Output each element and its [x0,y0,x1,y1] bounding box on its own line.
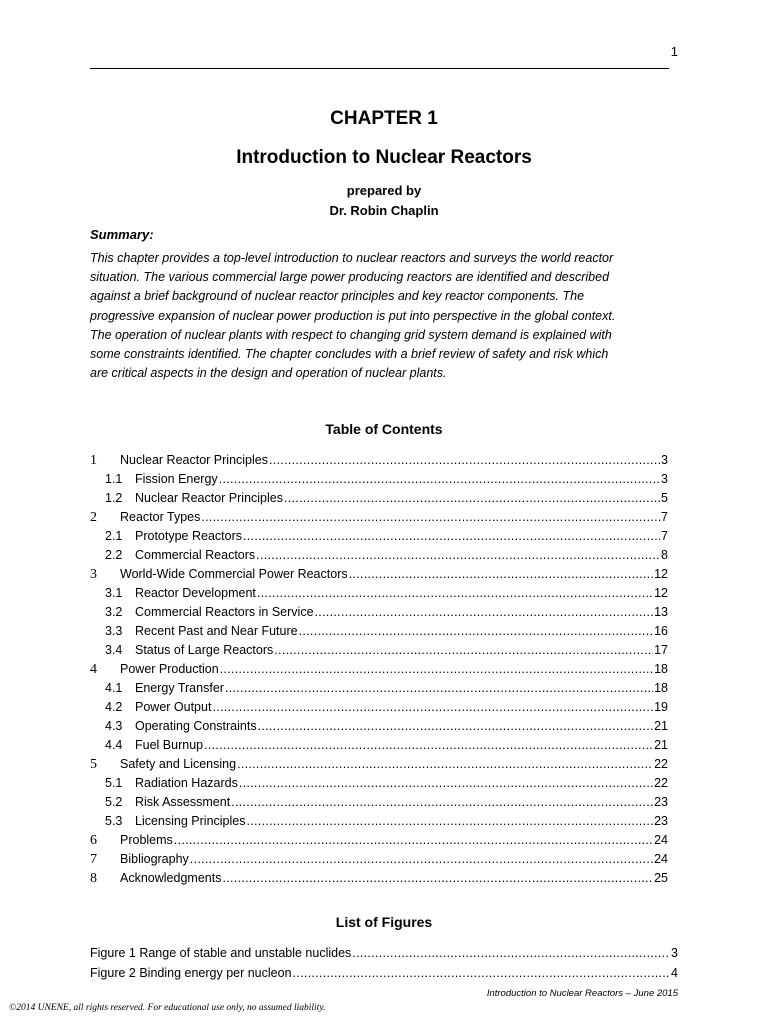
summary-line: progressive expansion of nuclear power production is put into perspective in the global context. [90,308,616,323]
dot-leader [257,584,653,603]
toc-entry-number: 5.3 [105,814,123,828]
toc-entry[interactable] [90,565,668,584]
toc-entry-number: 2.1 [105,529,123,543]
toc-entry-number: 4.3 [105,719,123,733]
dot-leader [201,508,660,527]
toc-entry-number: 4 [90,662,97,677]
toc-entry-number: 6 [90,833,97,848]
toc-entry-page: 18 [654,662,668,676]
toc-entry[interactable] [90,736,668,755]
toc-entry-label: Fuel Burnup [135,738,204,752]
page-number: 1 [670,44,678,59]
figure-entry-page: 4 [671,966,678,980]
summary-line: against a brief background of nuclear reactor principles and key reactor components. The [90,289,585,304]
toc-entry-number: 3.4 [105,643,123,657]
toc-entry-page: 22 [654,776,668,790]
footer-copyright: ©2014 UNENE, all rights reserved. For educational use only, no assumed liability. [9,1003,326,1013]
dot-leader [284,489,660,508]
dot-leader [231,793,653,812]
toc-entry[interactable] [90,584,668,603]
toc-entry-label: Reactor Types [120,510,201,524]
prepared-by-label: prepared by [346,183,422,198]
toc-entry-page: 21 [654,719,668,733]
toc-entry-page: 23 [654,795,668,809]
dot-leader [258,717,654,736]
toc-entry[interactable] [90,698,668,717]
toc-entry-number: 1.2 [105,491,123,505]
toc-entry-page: 3 [661,453,668,467]
toc-entry-label: Radiation Hazards [135,776,238,790]
toc-entry[interactable] [90,527,668,546]
toc-entry-number: 5.1 [105,776,123,790]
toc-entry[interactable] [90,660,668,679]
summary-text [90,249,675,383]
toc-entry[interactable] [90,622,668,641]
list-of-figures [90,943,678,983]
figure-entry-label: Figure 2 Binding energy per nucleon [90,966,292,980]
toc-entry-number: 3 [90,567,97,582]
dot-leader [174,831,653,850]
toc-entry-page: 17 [654,643,668,657]
toc-entry-number: 8 [90,871,97,886]
toc-entry-page: 22 [654,757,668,771]
toc-entry-number: 1.1 [105,472,123,486]
toc-entry[interactable] [90,850,668,869]
header-rule [90,68,669,69]
dot-leader [256,546,660,565]
toc-entry-number: 2 [90,510,97,525]
chapter-label: CHAPTER 1 [330,108,438,129]
toc-entry-label: Problems [120,833,173,847]
toc-entry[interactable] [90,603,668,622]
dot-leader [220,660,653,679]
dot-leader [239,774,653,793]
list-of-figures-heading: List of Figures [335,914,433,930]
toc-entry-label: Power Production [120,662,219,676]
toc-entry-number: 1 [90,453,97,468]
toc-entry-page: 7 [661,529,668,543]
toc-entry-page: 19 [654,700,668,714]
toc-entry-label: Fission Energy [135,472,218,486]
toc-entry-label: Commercial Reactors in Service [135,605,314,619]
toc-entry-label: Commercial Reactors [135,548,256,562]
toc-entry-page: 12 [654,586,668,600]
toc-entry-number: 4.4 [105,738,123,752]
summary-line: some constraints identified. The chapter concludes with a brief review of safety and risk which [90,347,609,362]
dot-leader [204,736,653,755]
toc-entry-number: 3.1 [105,586,123,600]
toc-entry-label: Nuclear Reactor Principles [120,453,268,467]
figure-entry-label: Figure 1 Range of stable and unstable nuclides [90,946,352,960]
toc-entry-page: 5 [661,491,668,505]
figure-entry[interactable] [90,963,678,983]
toc-entry-label: Nuclear Reactor Principles [135,491,283,505]
toc-entry[interactable] [90,546,668,565]
dot-leader [299,622,654,641]
toc-entry-label: World-Wide Commercial Power Reactors [120,567,348,581]
toc-entry-page: 16 [654,624,668,638]
toc-entry-number: 5 [90,757,97,772]
toc-entry-page: 12 [654,567,668,581]
toc-entry-label: Reactor Development [135,586,256,600]
footer-running-title: Introduction to Nuclear Reactors – June 2015 [486,988,678,999]
dot-leader [243,527,660,546]
toc-entry-page: 21 [654,738,668,752]
dot-leader [222,869,653,888]
toc-entry-label: Status of Large Reactors [135,643,274,657]
toc-entry[interactable] [90,774,668,793]
toc-entry-page: 3 [661,472,668,486]
dot-leader [190,850,653,869]
dot-leader [293,963,671,983]
toc-entry-page: 24 [654,833,668,847]
toc-entry[interactable] [90,755,668,774]
toc-entry-page: 7 [661,510,668,524]
toc-entry-label: Prototype Reactors [135,529,242,543]
toc-entry-number: 7 [90,852,97,867]
toc-entry[interactable] [90,717,668,736]
toc-entry-number: 2.2 [105,548,123,562]
toc-entry-label: Power Output [135,700,212,714]
author-name: Dr. Robin Chaplin [329,203,439,218]
summary-label: Summary: [90,227,154,242]
toc-entry-number: 3.2 [105,605,123,619]
toc-entry-label: Acknowledgments [120,871,222,885]
dot-leader [212,698,653,717]
toc-entry-number: 3.3 [105,624,123,638]
toc-entry[interactable] [90,812,668,831]
dot-leader [315,603,654,622]
dot-leader [349,565,653,584]
dot-leader [246,812,653,831]
summary-line: This chapter provides a top-level introduction to nuclear reactors and surveys the world reactor [90,251,614,265]
toc-entry[interactable] [90,793,668,812]
figure-entry-page: 3 [671,946,678,960]
toc-entry-page: 18 [654,681,668,695]
summary-line: situation. The various commercial large power producing reactors are identified and described [90,270,610,285]
toc-entry-page: 13 [654,605,668,619]
toc-entry[interactable] [90,641,668,660]
toc-entry-label: Risk Assessment [135,795,231,809]
dot-leader [269,451,660,470]
toc-entry-label: Energy Transfer [135,681,224,695]
toc-entry[interactable] [90,869,668,888]
dot-leader [352,943,670,963]
toc-entry-page: 25 [654,871,668,885]
dot-leader [219,470,660,489]
dot-leader [237,755,653,774]
toc-entry-page: 8 [661,548,668,562]
toc-heading: Table of Contents [325,421,443,437]
toc-entry-label: Bibliography [120,852,189,866]
toc-entry[interactable] [90,470,668,489]
table-of-contents [90,451,668,888]
toc-entry-number: 4.1 [105,681,123,695]
byline [0,181,768,221]
summary-line: The operation of nuclear plants with respect to changing grid system demand is explained with [90,327,612,342]
summary-line: are critical aspects in the design and operation of nuclear plants. [90,366,447,381]
toc-entry-page: 23 [654,814,668,828]
toc-entry[interactable] [90,451,668,470]
dot-leader [225,679,653,698]
toc-entry-number: 4.2 [105,700,123,714]
toc-entry[interactable] [90,489,668,508]
toc-entry[interactable] [90,508,668,527]
figure-entry[interactable] [90,943,678,963]
dot-leader [274,641,653,660]
toc-entry-label: Operating Constraints [135,719,257,733]
chapter-title: Introduction to Nuclear Reactors [236,147,532,168]
toc-entry-label: Licensing Principles [135,814,246,828]
toc-entry[interactable] [90,679,668,698]
toc-entry[interactable] [90,831,668,850]
toc-entry-page: 24 [654,852,668,866]
toc-entry-label: Recent Past and Near Future [135,624,298,638]
toc-entry-label: Safety and Licensing [120,757,237,771]
toc-entry-number: 5.2 [105,795,123,809]
